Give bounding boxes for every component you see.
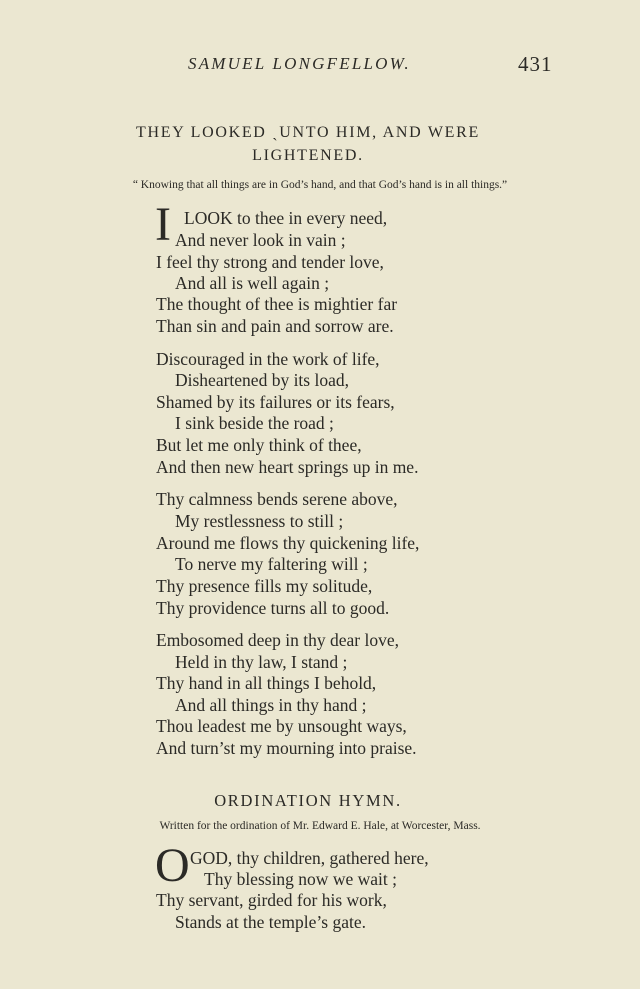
hymn-title-line-1: THEY LOOKED ˏUNTO HIM, AND WERE bbox=[136, 124, 480, 141]
hymn-2-subtitle: Written for the ordination of Mr. Edward E. Hale, at Worcester, Mass. bbox=[159, 820, 481, 832]
poem-line: And then new heart springs up in me. bbox=[156, 457, 419, 477]
poem-line: I feel thy strong and tender love, bbox=[156, 252, 384, 272]
poem-line: Thy presence fills my solitude, bbox=[156, 576, 373, 596]
poem-line: To nerve my faltering will ; bbox=[175, 554, 368, 574]
poem-line: Disheartened by its load, bbox=[175, 370, 349, 390]
running-header bbox=[0, 54, 640, 80]
poem-line: Thy providence turns all to good. bbox=[156, 598, 390, 618]
hymn-2-title: ORDINATION HYMN. bbox=[214, 791, 402, 810]
poem-line: Held in thy law, I stand ; bbox=[175, 652, 348, 672]
drop-cap-o: O bbox=[155, 839, 190, 892]
poem-line: And all things in thy hand ; bbox=[175, 695, 367, 715]
poem-line: Thy servant, girded for his work, bbox=[156, 890, 387, 910]
poem-line: Than sin and pain and sorrow are. bbox=[156, 316, 394, 336]
poem-line: Discouraged in the work of life, bbox=[156, 349, 380, 369]
hymn-title-line-2: LIGHTENED. bbox=[252, 147, 364, 164]
poem-line: I sink beside the road ; bbox=[175, 413, 334, 433]
poem-line: Thou leadest me by unsought ways, bbox=[156, 716, 407, 736]
poem-line: Embosomed deep in thy dear love, bbox=[156, 630, 399, 650]
poem-line: Thy hand in all things I behold, bbox=[156, 673, 377, 693]
poem-line: Thy calmness bends serene above, bbox=[156, 489, 398, 509]
poem-line: Shamed by its failures or its fears, bbox=[156, 392, 395, 412]
poem-line: And turn’st my mourning into praise. bbox=[156, 738, 417, 758]
poem-line: The thought of thee is mightier far bbox=[156, 294, 398, 314]
poem-line: Stands at the temple’s gate. bbox=[175, 912, 366, 932]
page-number: 431 bbox=[518, 52, 553, 76]
poem-line: And all is well again ; bbox=[175, 273, 330, 293]
epigraph: “ Knowing that all things are in God’s hand, and that God’s hand is in all things.” bbox=[132, 179, 508, 191]
running-head: SAMUEL LONGFELLOW. bbox=[188, 54, 411, 73]
poem-line: My restlessness to still ; bbox=[175, 511, 344, 531]
poem-line: But let me only think of thee, bbox=[156, 435, 362, 455]
poem-line: Thy blessing now we wait ; bbox=[204, 869, 397, 889]
poem-line: And never look in vain ; bbox=[175, 230, 346, 250]
poem-line: Around me flows thy quickening life, bbox=[156, 533, 420, 553]
drop-cap-i: I bbox=[155, 198, 171, 251]
poem-line: GOD, thy children, gathered here, bbox=[190, 848, 429, 868]
poem-line: LOOK to thee in every need, bbox=[184, 208, 388, 228]
